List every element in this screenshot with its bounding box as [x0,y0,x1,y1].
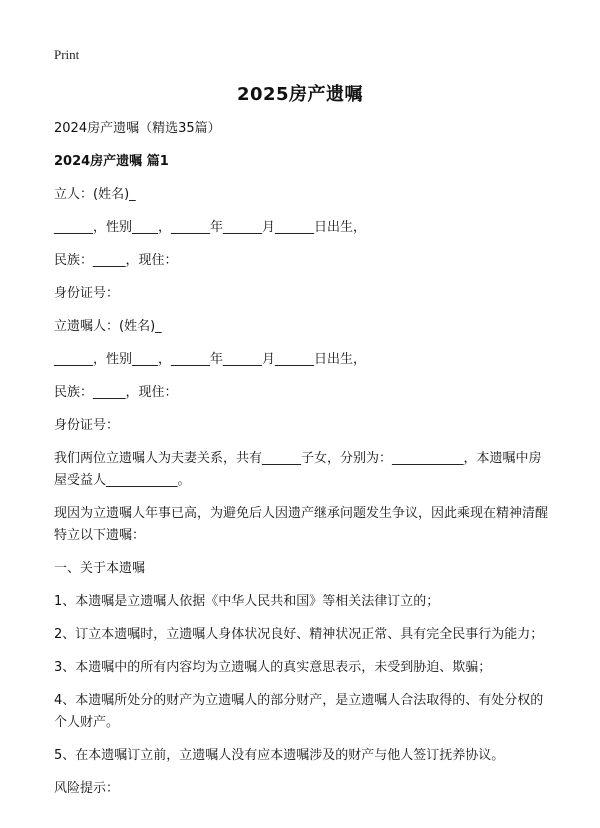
testator-name-line: 立人：(姓名)_ [54,187,136,202]
clause-item-1: 1、本遗嘱是立遗嘱人依据《中华人民共和国》等相关法律订立的； [54,594,440,609]
document-subtitle: 2024房产遗嘱（精选35篇） [54,121,221,136]
document-body [54,118,554,811]
risk-notice-label: 风险提示： [54,781,120,796]
testator-gender-birth-line: ______，性别____，______年______月______日出生， [54,220,367,235]
relationship-paragraph: 我们两位立遗嘱人为夫妻关系，共有______子女，分别为：___________，本遗嘱中房屋受益人___________。 [54,451,542,488]
testator2-id-line: 身份证号： [54,418,120,433]
testator-id-line: 身份证号： [54,286,120,301]
testator2-ethnicity-address-line: 民族：_____，现住： [54,385,178,400]
clause-item-2: 2、订立本遗嘱时，立遗嘱人身体状况良好、精神状况正常、具有完全民事行为能力； [54,627,544,642]
testator-ethnicity-address-line: 民族：_____，现住： [54,253,178,268]
purpose-paragraph: 现因为立遗嘱人年事已高，为避免后人因遗产继承问题发生争议，因此乘现在精神清醒特立以下遗嘱： [54,506,549,543]
clause-item-3: 3、本遗嘱中的所有内容均为立遗嘱人的真实意思表示，未受到胁迫、欺骗； [54,660,492,675]
document-title: 2025房产遗嘱 [236,84,364,105]
clause-heading: 一、关于本遗嘱 [54,561,146,576]
testator2-gender-birth-line: ______，性别____，______年______月______日出生， [54,352,367,367]
testator2-name-line: 立遗嘱人：(姓名)_ [54,319,162,334]
print-label: Print [54,47,80,62]
clause-item-5: 5、在本遗嘱订立前，立遗嘱人没有应本遗嘱涉及的财产与他人签订抚养协议。 [54,748,505,763]
clause-item-4: 4、本遗嘱所处分的财产为立遗嘱人的部分财产，是立遗嘱人合法取得的、有处分权的个人财产。 [54,693,544,730]
section-heading: 2024房产遗嘱 篇1 [54,154,169,169]
